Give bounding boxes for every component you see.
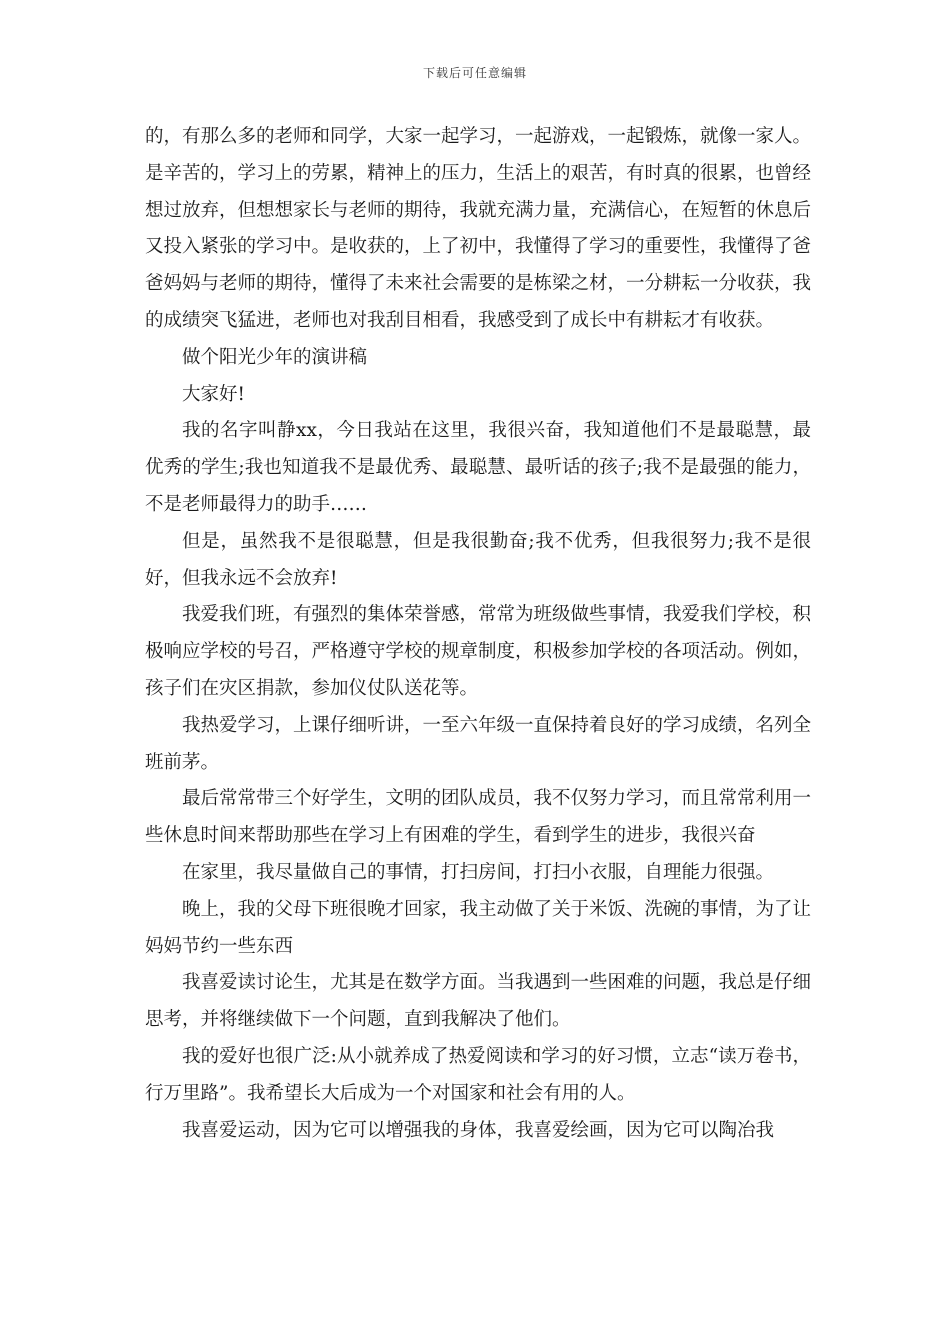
paragraph: 我的爱好也很广泛:从小就养成了热爱阅读和学习的好习惯，立志“读万卷书，行万里路”。我希望长大后成为一个对国家和社会有用的人。 bbox=[145, 1045, 811, 1104]
speech-title: 做个阳光少年的演讲稿 bbox=[182, 346, 368, 368]
paragraph: 在家里，我尽量做自己的事情，打扫房间，打扫小衣服，自理能力很强。 bbox=[182, 861, 775, 883]
page-header: 下载后可任意编辑 bbox=[422, 66, 527, 80]
paragraph-continuation: 的，有那么多的老师和同学，大家一起学习，一起游戏，一起锻炼，就像一家人。是辛苦的，学习上的劳累，精神上的压力，生活上的艰苦，有时真的很累，也曾经想过放弃，但想想家长与老师的期待，我就充满力量，充满信心，在短暂的休息后又投入紧张的学习中。是收获的，上了初中，我懂得了学习的重要性，我懂得了爸爸妈妈与老师的期待，懂得了未来社会需要的是栋梁之材，一分耕耘一分收获，我的成绩突飞猛进，老师也对我刮目相看，我感受到了成长中有耕耘才有收获。 bbox=[145, 126, 812, 331]
paragraph: 最后常常带三个好学生，文明的团队成员，我不仅努力学习，而且常常利用一些休息时间来帮助那些在学习上有困难的学生，看到学生的进步，我很兴奋 bbox=[145, 788, 812, 847]
paragraph: 我喜爱运动，因为它可以增强我的身体，我喜爱绘画，因为它可以陶冶我 bbox=[182, 1119, 775, 1141]
paragraph: 我爱我们班，有强烈的集体荣誉感，常常为班级做些事情，我爱我们学校，积极响应学校的号召，严格遵守学校的规章制度，积极参加学校的各项活动。例如，孩子们在灾区捐款，参加仪仗队送花等。 bbox=[145, 604, 812, 699]
document-body bbox=[145, 119, 811, 1149]
paragraph: 我喜爱读讨论生，尤其是在数学方面。当我遇到一些困难的问题，我总是仔细思考，并将继续做下一个问题，直到我解决了他们。 bbox=[145, 972, 812, 1031]
greeting: 大家好! bbox=[182, 383, 245, 405]
paragraph: 晚上，我的父母下班很晚才回家，我主动做了关于米饭、洗碗的事情，为了让妈妈节约一些东西 bbox=[145, 898, 812, 957]
paragraph: 但是，虽然我不是很聪慧，但是我很勤奋;我不优秀，但我很努力;我不是很好，但我永远不会放弃! bbox=[145, 530, 811, 589]
paragraph: 我热爱学习，上课仔细听讲，一至六年级一直保持着良好的学习成绩，名列全班前茅。 bbox=[145, 714, 812, 773]
paragraph: 我的名字叫静xx，今日我站在这里，我很兴奋，我知道他们不是最聪慧，最优秀的学生;我也知道我不是最优秀、最聪慧、最听话的孩子;我不是最强的能力，不是老师最得力的助手…… bbox=[145, 420, 811, 515]
